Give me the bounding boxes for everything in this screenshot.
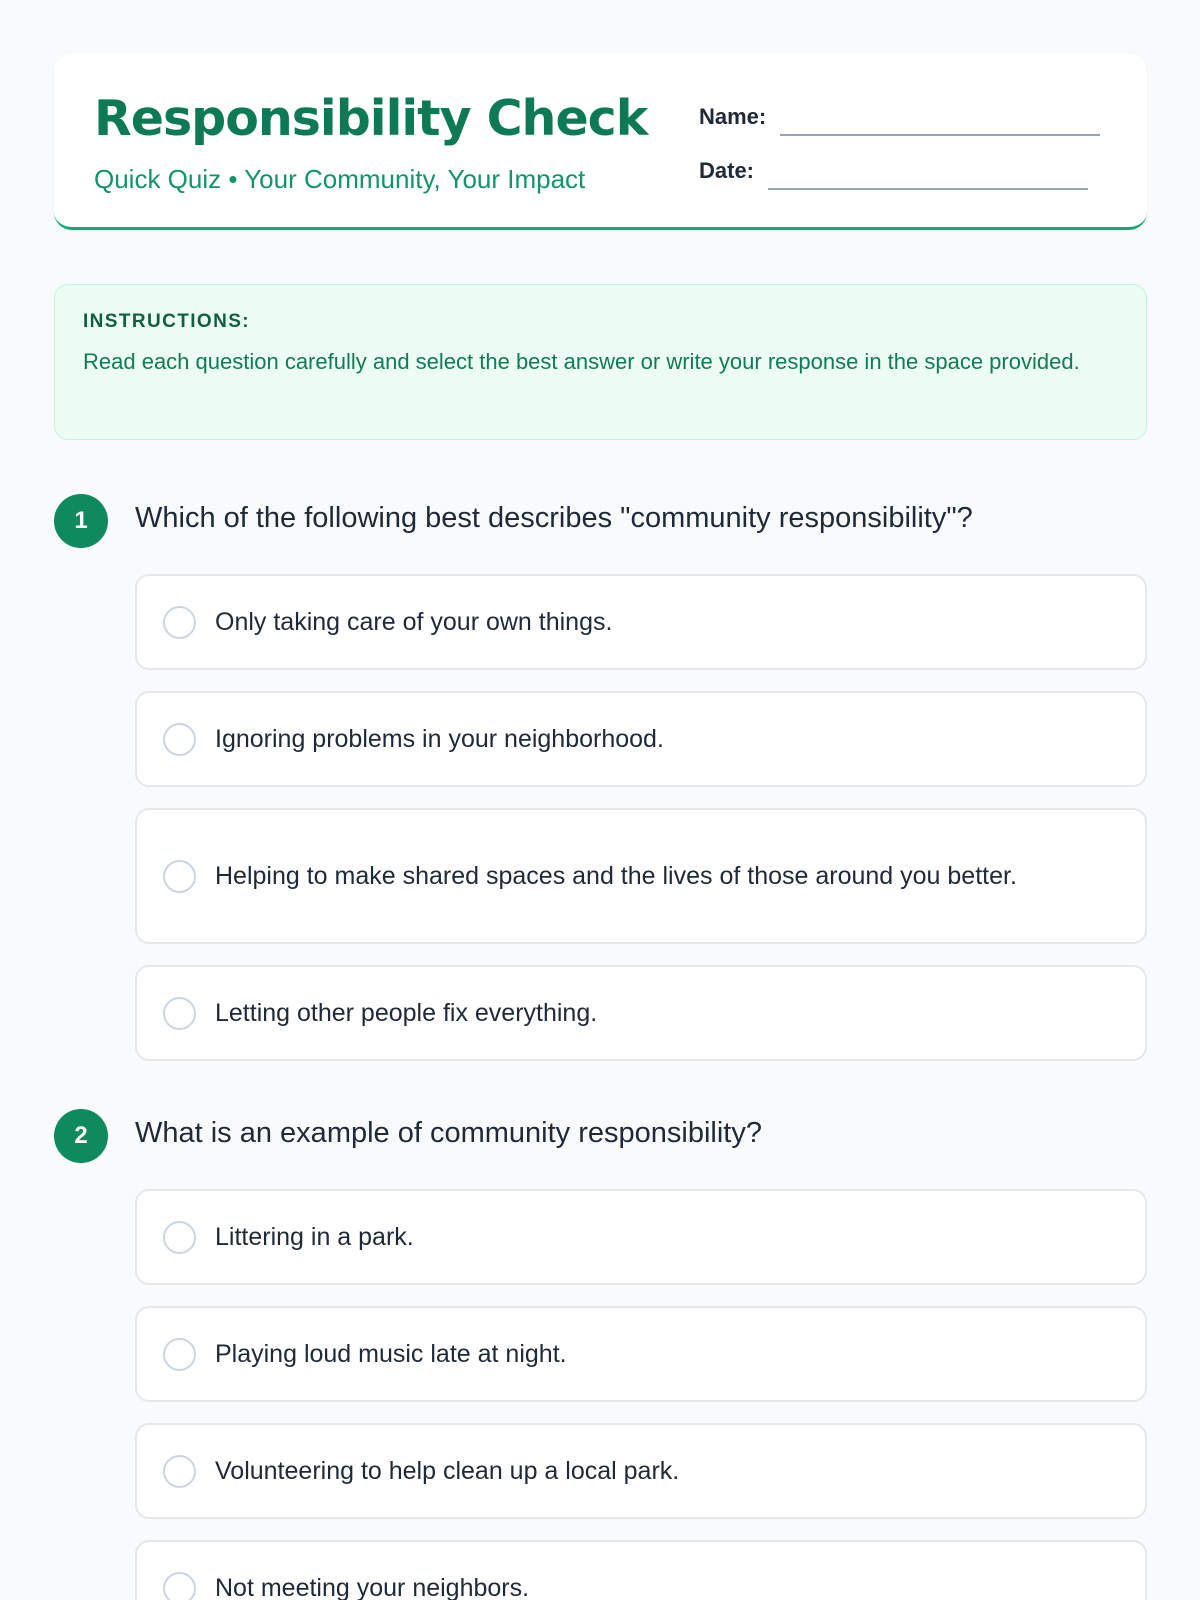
question-header bbox=[54, 1109, 1146, 1163]
question-text: Which of the following best describes "community responsibility"? bbox=[135, 501, 973, 534]
answer-option-label: Volunteering to help clean up a local park. bbox=[215, 1457, 680, 1485]
answer-option[interactable] bbox=[135, 1306, 1147, 1402]
radio-button-icon[interactable] bbox=[163, 1338, 196, 1371]
question-header bbox=[54, 494, 1146, 548]
name-input-line[interactable] bbox=[780, 134, 1100, 136]
date-field[interactable] bbox=[699, 158, 1088, 184]
answer-option[interactable] bbox=[135, 965, 1147, 1061]
answer-option[interactable] bbox=[135, 1540, 1147, 1600]
answer-option[interactable] bbox=[135, 574, 1147, 670]
date-input-line[interactable] bbox=[768, 188, 1088, 190]
answer-option[interactable] bbox=[135, 1189, 1147, 1285]
radio-button-icon[interactable] bbox=[163, 1572, 196, 1600]
question-1 bbox=[54, 494, 1146, 1061]
answer-option[interactable] bbox=[135, 1423, 1147, 1519]
name-field[interactable] bbox=[699, 104, 1100, 130]
question-text: What is an example of community responsibility? bbox=[135, 1116, 762, 1149]
question-number-badge: 1 bbox=[54, 494, 108, 548]
question-number-badge: 2 bbox=[54, 1109, 108, 1163]
date-label: Date: bbox=[699, 158, 755, 183]
answer-options bbox=[135, 1189, 1146, 1600]
header-card bbox=[54, 54, 1147, 230]
instructions-title: INSTRUCTIONS: bbox=[83, 311, 251, 332]
radio-button-icon[interactable] bbox=[163, 1221, 196, 1254]
radio-button-icon[interactable] bbox=[163, 860, 196, 893]
answer-option[interactable] bbox=[135, 691, 1147, 787]
radio-button-icon[interactable] bbox=[163, 606, 196, 639]
instructions-text: Read each question carefully and select the best answer or write your response in the space provided. bbox=[83, 349, 1080, 374]
answer-option-label: Littering in a park. bbox=[215, 1223, 414, 1251]
answer-option-label: Only taking care of your own things. bbox=[215, 608, 613, 636]
radio-button-icon[interactable] bbox=[163, 723, 196, 756]
answer-option-label: Helping to make shared spaces and the lives of those around you better. bbox=[215, 862, 1017, 890]
name-label: Name: bbox=[699, 104, 767, 129]
answer-options bbox=[135, 574, 1146, 1061]
radio-button-icon[interactable] bbox=[163, 1455, 196, 1488]
radio-button-icon[interactable] bbox=[163, 997, 196, 1030]
answer-option-label: Playing loud music late at night. bbox=[215, 1340, 567, 1368]
page-title: Responsibility Check bbox=[94, 90, 648, 147]
answer-option-label: Letting other people fix everything. bbox=[215, 999, 598, 1027]
answer-option-label: Not meeting your neighbors. bbox=[215, 1574, 530, 1600]
page-subtitle: Quick Quiz • Your Community, Your Impact bbox=[94, 164, 586, 194]
answer-option[interactable] bbox=[135, 808, 1147, 944]
answer-option-label: Ignoring problems in your neighborhood. bbox=[215, 725, 664, 753]
instructions-box bbox=[54, 284, 1147, 440]
question-2 bbox=[54, 1109, 1146, 1600]
